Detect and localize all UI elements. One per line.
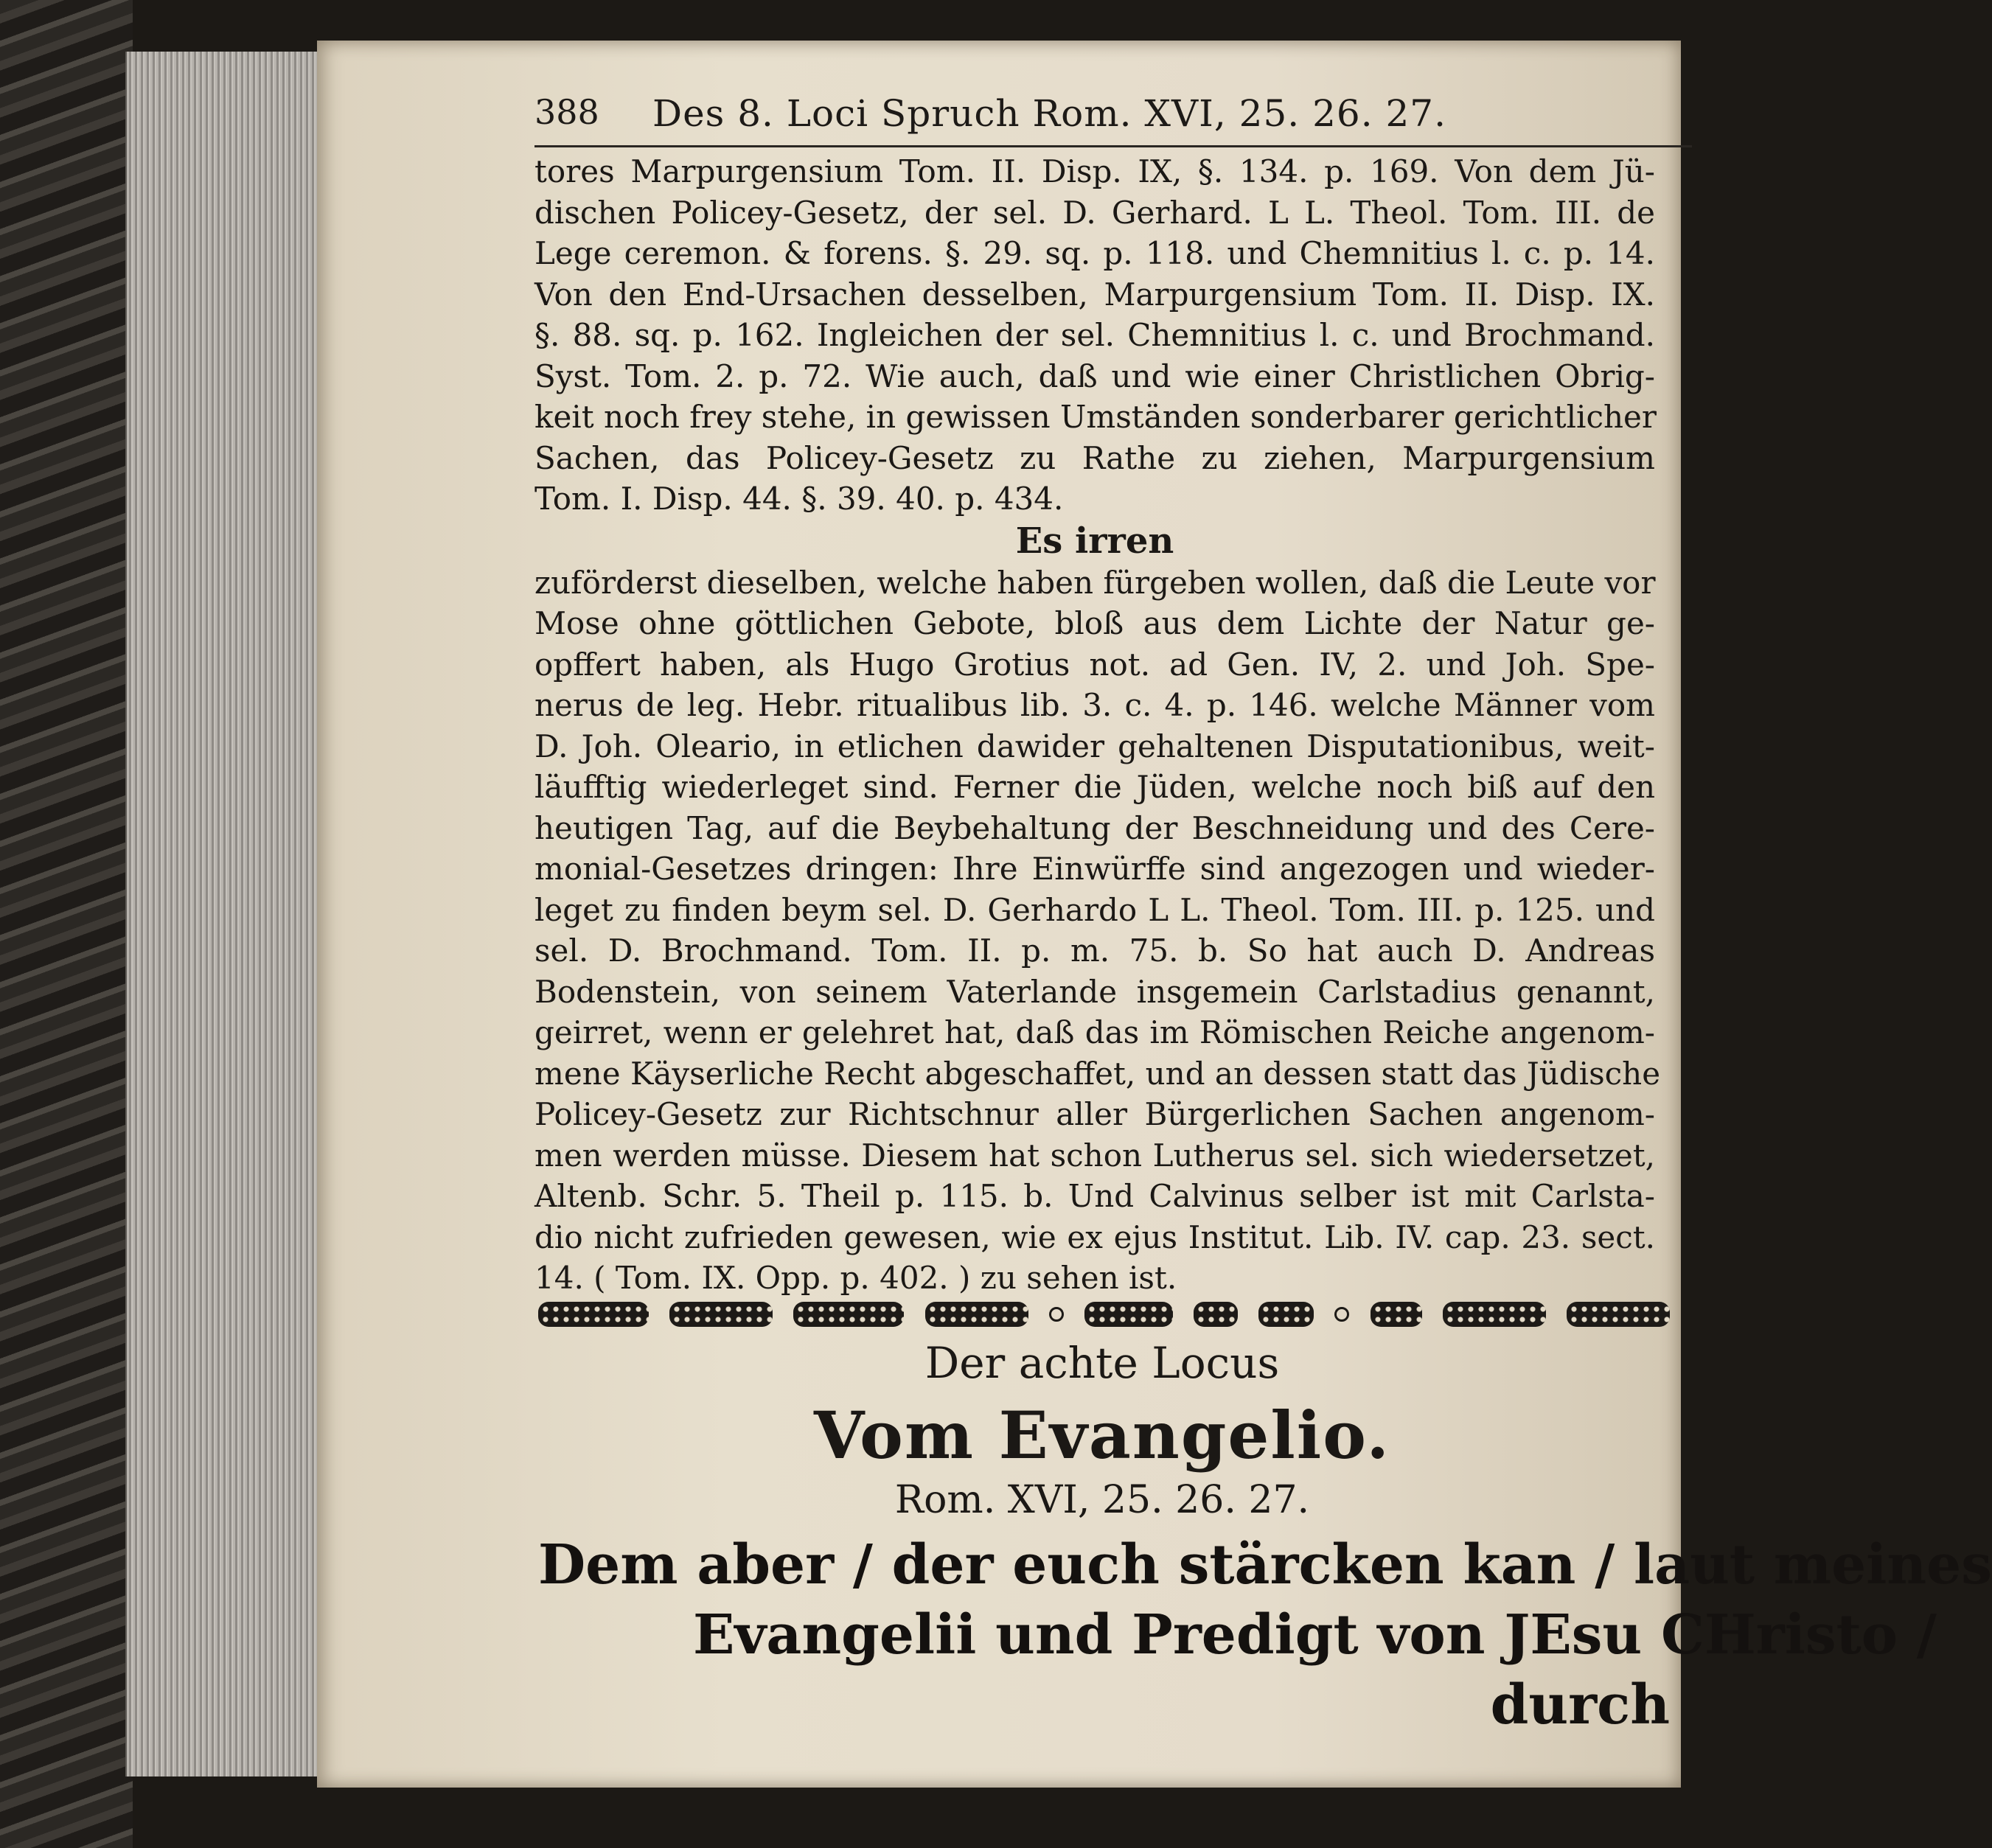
text-line: Mose ohne göttlichen Gebote, bloß aus dem Lichte der Natur ge-: [534, 605, 1655, 641]
ornament-piece: [1258, 1302, 1314, 1327]
verse-line: durch: [1490, 1673, 1670, 1737]
ornament-piece: [1084, 1302, 1173, 1327]
text-line: Tom. I. Disp. 44. §. 39. 40. p. 434.: [534, 481, 1064, 517]
ornament-band: [538, 1297, 1670, 1331]
ornament-piece: [1194, 1302, 1238, 1327]
text-line: Lege ceremon. & forens. §. 29. sq. p. 118. und Chemnitius l. c. p. 14.: [534, 235, 1655, 271]
ornament-piece: [538, 1302, 649, 1327]
book-binding: [0, 0, 133, 1848]
section-label: Der achte Locus: [924, 1338, 1280, 1388]
text-line: leget zu finden beym sel. D. Gerhardo L L. Theol. Tom. III. p. 125. und: [534, 891, 1655, 928]
text-line: Syst. Tom. 2. p. 72. Wie auch, daß und wie einer Christlichen Obrig-: [534, 358, 1655, 394]
page-edge-stack: [125, 52, 326, 1776]
text-line: Altenb. Schr. 5. Theil p. 115. b. Und Calvinus selber ist mit Carlsta-: [534, 1178, 1655, 1214]
book-page: [317, 41, 1992, 1788]
verse-line: Dem aber / der euch stärcken kan / laut meines: [538, 1533, 1992, 1597]
text-line: men werden müsse. Diesem hat schon Lutherus sel. sich wiedersetzet,: [534, 1137, 1655, 1174]
ornament-piece: [1443, 1302, 1546, 1327]
subheading: Es irren: [1015, 520, 1174, 562]
text-line: dio nicht zufrieden gewesen, wie ex ejus Institut. Lib. IV. cap. 23. sect.: [534, 1218, 1655, 1255]
verse-line: Evangelii und Predigt von JEsu CHristo /: [693, 1603, 1937, 1667]
ornament-piece: [793, 1302, 904, 1327]
page-number: 388: [534, 92, 599, 132]
text-line: opffert haben, als Hugo Grotius not. ad Gen. IV, 2. und Joh. Spe-: [534, 646, 1655, 683]
ornament-dot: [1049, 1307, 1064, 1322]
ornament-dot: [1334, 1307, 1349, 1322]
section-title: Vom Evangelio.: [813, 1397, 1390, 1474]
text-line: nerus de leg. Hebr. ritualibus lib. 3. c. 4. p. 146. welche Männer vom: [534, 687, 1655, 723]
text-line: Sachen, das Policey-Gesetz zu Rathe zu ziehen, Marpurgensium: [534, 439, 1655, 476]
text-line: mene Käyserliche Recht abgeschaffet, und an dessen statt das Jüdische: [534, 1055, 1661, 1092]
running-head: [534, 85, 1692, 147]
text-line: D. Joh. Oleario, in etlichen dawider gehaltenen Disputationibus, weit-: [534, 728, 1655, 764]
ornament-piece: [1371, 1302, 1422, 1327]
text-line: Bodenstein, von seinem Vaterlande insgemein Carlstadius genannt,: [534, 973, 1655, 1010]
text-line: 14. ( Tom. IX. Opp. p. 402. ) zu sehen ist.: [534, 1260, 1177, 1296]
text-line: heutigen Tag, auf die Beybehaltung der Beschneidung und des Cere-: [534, 809, 1655, 846]
text-line: zuförderst dieselben, welche haben fürgeben wollen, daß die Leute vor: [534, 564, 1656, 601]
section-reference: Rom. XVI, 25. 26. 27.: [894, 1478, 1310, 1522]
text-line: monial-Gesetzes dringen: Ihre Einwürffe sind angezogen und wieder-: [534, 851, 1655, 887]
text-line: sel. D. Brochmand. Tom. II. p. m. 75. b. So hat auch D. Andreas: [534, 932, 1655, 969]
text-line: tores Marpurgensium Tom. II. Disp. IX, §. 134. p. 169. Von dem Jü-: [534, 153, 1655, 189]
text-line: geirret, wenn er gelehret hat, daß das im Römischen Reiche angenom-: [534, 1014, 1655, 1050]
body-text: [534, 151, 1661, 1299]
text-line: dischen Policey-Gesetz, der sel. D. Gerhard. L L. Theol. Tom. III. de: [534, 194, 1655, 231]
ornament-piece: [925, 1302, 1028, 1327]
ornament-piece: [1567, 1302, 1670, 1327]
text-line: läufftig wiederleget sind. Ferner die Jüden, welche noch biß auf den: [534, 769, 1655, 805]
running-title: Des 8. Loci Spruch Rom. XVI, 25. 26. 27.: [652, 92, 1447, 135]
ornament-piece: [669, 1302, 773, 1327]
text-line: Von den End-Ursachen desselben, Marpurgensium Tom. II. Disp. IX.: [534, 276, 1655, 313]
text-line: Policey-Gesetz zur Richtschnur aller Bürgerlichen Sachen angenom-: [534, 1096, 1655, 1132]
text-line: keit noch frey stehe, in gewissen Umständen sonderbarer gerichtlicher: [534, 399, 1657, 435]
text-line: §. 88. sq. p. 162. Ingleichen der sel. Chemnitius l. c. und Brochmand.: [534, 317, 1655, 353]
header-rule: [534, 145, 1692, 147]
